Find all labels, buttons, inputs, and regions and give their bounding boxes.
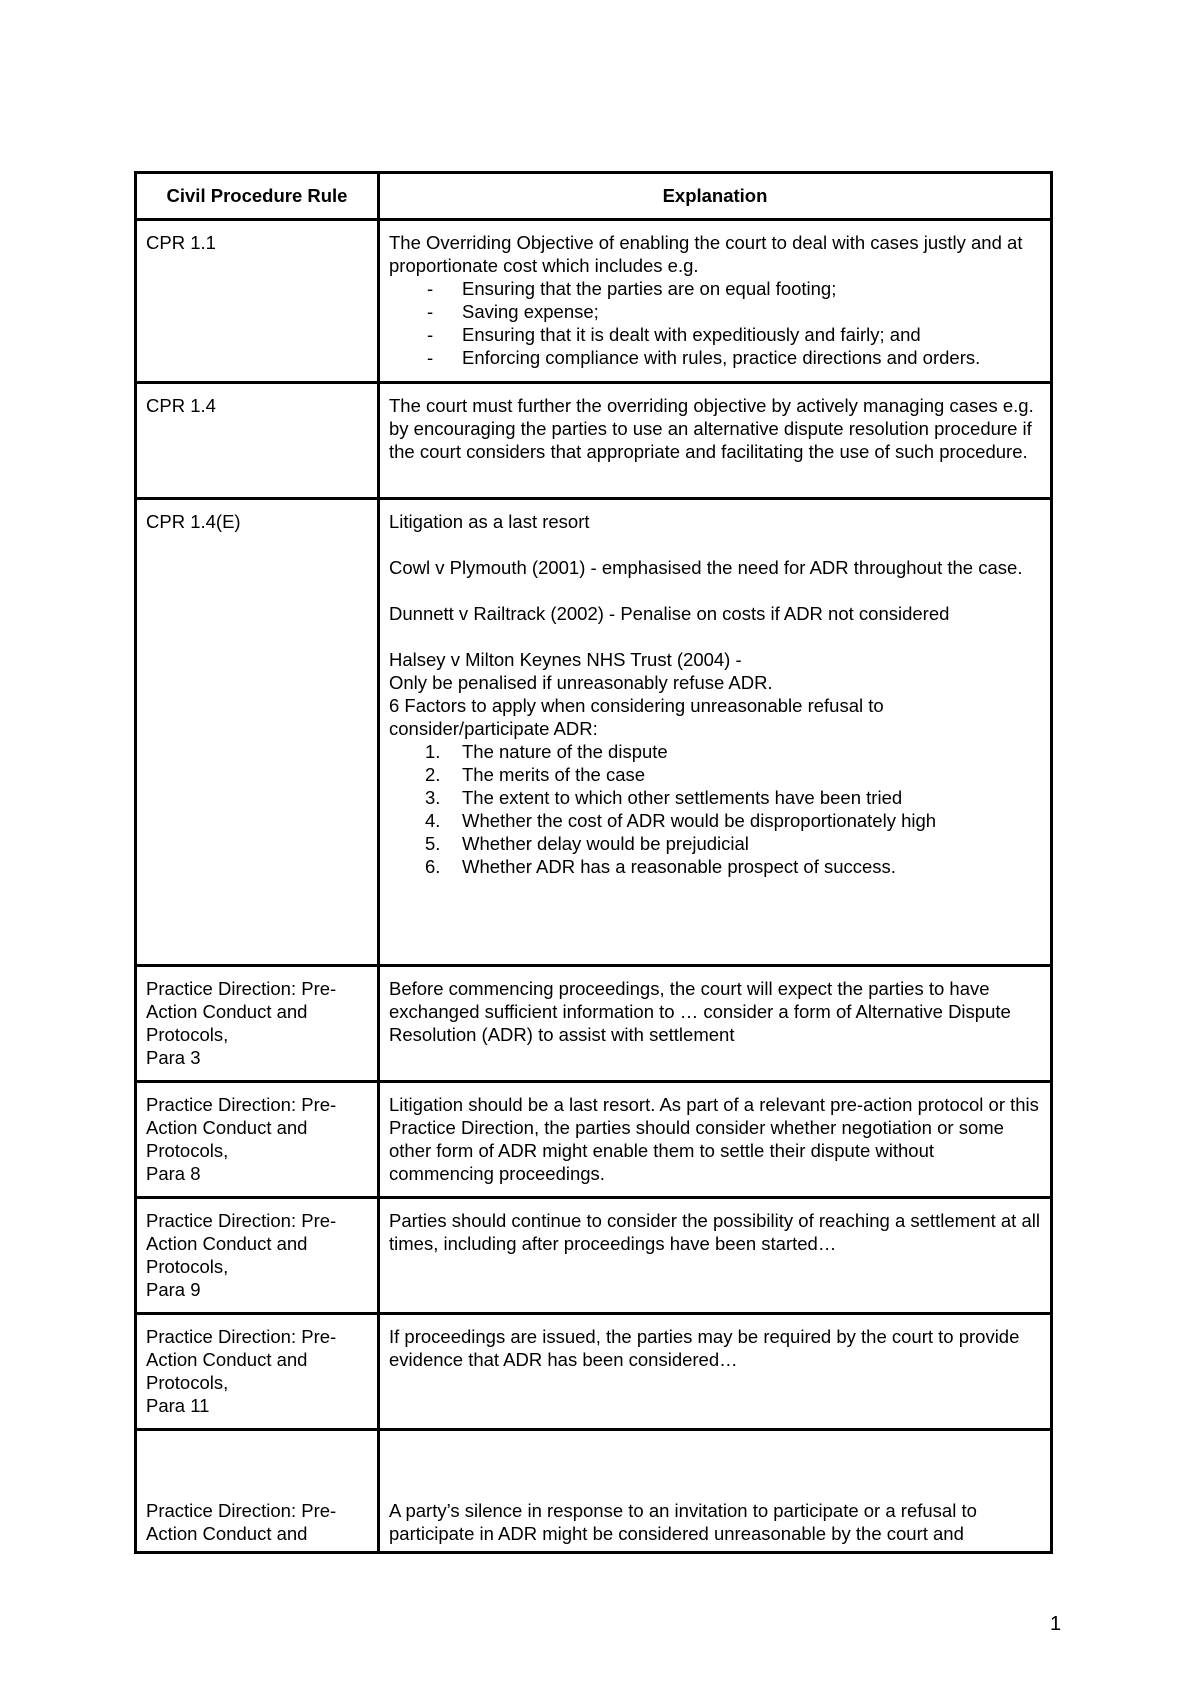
- paragraph: Litigation as a last resort: [389, 511, 590, 532]
- table-row: [136, 1198, 1052, 1314]
- factor-list: [389, 740, 1041, 878]
- list-item: 4. Whether the cost of ADR would be disproportionately high: [425, 810, 937, 831]
- explanation-cell: A party’s silence in response to an invitation to participate or a refusal to participate in ADR might be considered unreasonable by the court and: [379, 1430, 1052, 1553]
- list-item: 1. The nature of the dispute: [425, 741, 668, 762]
- header-explanation: Explanation: [379, 173, 1052, 220]
- rule-cell: CPR 1.4: [136, 383, 379, 499]
- paragraph: 6 Factors to apply when considering unreasonable refusal to consider/participate ADR:: [389, 695, 884, 739]
- page-number: 1: [1050, 1613, 1062, 1635]
- rule-cell: Practice Direction: Pre-Action Conduct and Protocols, Para 9: [136, 1198, 379, 1314]
- explanation-cell: [379, 220, 1052, 383]
- table-row: [136, 1430, 1052, 1553]
- rule-cell: Practice Direction: Pre-Action Conduct and Protocols, Para 11: [136, 1314, 379, 1430]
- table-row: [136, 1314, 1052, 1430]
- list-item: 3. The extent to which other settlements have been tried: [425, 787, 903, 808]
- table-header-row: [136, 173, 1052, 220]
- paragraph: Cowl v Plymouth (2001) - emphasised the need for ADR throughout the case.: [389, 557, 1023, 578]
- bullet-list: [389, 277, 1041, 369]
- paragraph: Only be penalised if unreasonably refuse ADR.: [389, 672, 773, 693]
- table-row: [136, 499, 1052, 966]
- explanation-cell: Litigation should be a last resort. As part of a relevant pre-action protocol or this Practice Direction, the parties should consider whether negotiation or some other form of ADR might enable them to settle their dispute without commencing proceedings.: [379, 1082, 1052, 1198]
- table-row: [136, 220, 1052, 383]
- explanation-cell: Parties should continue to consider the possibility of reaching a settlement at all times, including after proceedings have been started…: [379, 1198, 1052, 1314]
- list-item: - Ensuring that it is dealt with expeditiously and fairly; and: [427, 324, 921, 345]
- explanation-cell: If proceedings are issued, the parties may be required by the court to provide evidence that ADR has been considered…: [379, 1314, 1052, 1430]
- list-item: 6. Whether ADR has a reasonable prospect of success.: [425, 856, 896, 877]
- list-item: - Saving expense;: [427, 301, 599, 322]
- rule-cell: CPR 1.4(E): [136, 499, 379, 966]
- explanation-cell: [379, 499, 1052, 966]
- list-item: - Enforcing compliance with rules, practice directions and orders.: [427, 347, 981, 368]
- list-item: 5. Whether delay would be prejudicial: [425, 833, 749, 854]
- header-rule: Civil Procedure Rule: [136, 173, 379, 220]
- cpr-table: [134, 171, 1053, 1554]
- paragraph: Dunnett v Railtrack (2002) - Penalise on costs if ADR not considered: [389, 603, 950, 624]
- explanation-cell: Before commencing proceedings, the court will expect the parties to have exchanged sufficient information to … consider a form of Alternative Dispute Resolution (ADR) to assist with settlement: [379, 966, 1052, 1082]
- table-row: [136, 1082, 1052, 1198]
- rule-cell: Practice Direction: Pre-Action Conduct and: [136, 1430, 379, 1553]
- explanation-intro: The Overriding Objective of enabling the court to deal with cases justly and at proportionate cost which includes e.g.: [389, 232, 1023, 276]
- rule-cell: Practice Direction: Pre-Action Conduct and Protocols, Para 3: [136, 966, 379, 1082]
- explanation-cell: The court must further the overriding objective by actively managing cases e.g. by encouraging the parties to use an alternative dispute resolution procedure if the court considers that appropriate and facilitating the use of such procedure.: [379, 383, 1052, 499]
- table-row: [136, 966, 1052, 1082]
- list-item: 2. The merits of the case: [425, 764, 646, 785]
- list-item: - Ensuring that the parties are on equal footing;: [427, 278, 837, 299]
- table-row: [136, 383, 1052, 499]
- rule-cell: CPR 1.1: [136, 220, 379, 383]
- rule-cell: Practice Direction: Pre-Action Conduct and Protocols, Para 8: [136, 1082, 379, 1198]
- paragraph: Halsey v Milton Keynes NHS Trust (2004) -: [389, 649, 742, 670]
